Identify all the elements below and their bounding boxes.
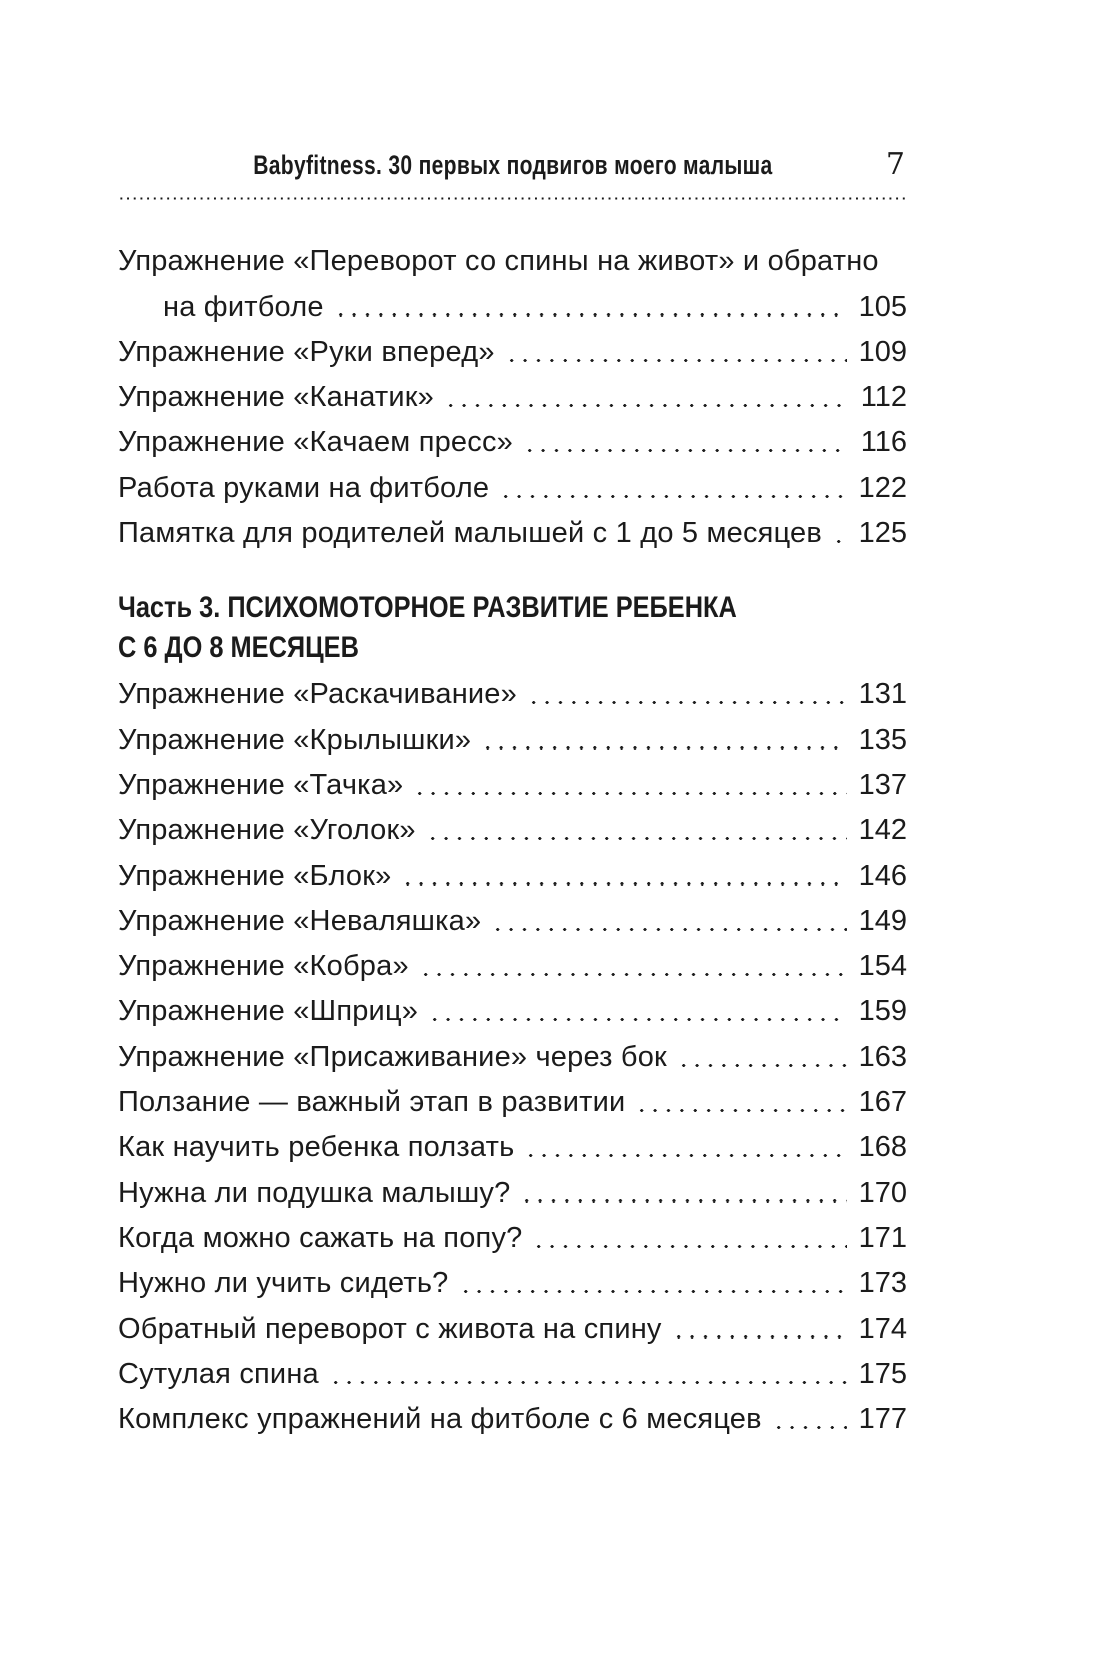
toc-page-number: 173 [858,1267,907,1300]
toc-entry-title: Упражнение «Руки вперед» [118,335,495,368]
toc-entry [118,985,907,1030]
toc-page-number: 167 [858,1086,907,1119]
toc-entry [118,940,907,985]
dot-leader [527,701,847,704]
toc-entry-title: Упражнение «Неваляшка» [118,904,482,937]
toc-page-number: 174 [858,1312,907,1345]
toc-entry-title: Упражнение «Качаем пресс» [118,426,513,459]
dot-leader [334,313,847,316]
dot-leader [459,1290,847,1293]
running-head-title: Babyfitness. 30 первых подвигов моего малыша [252,150,773,180]
toc-entry [118,713,907,758]
dot-leader [772,1426,847,1429]
toc-entry-title: Упражнение «Раскачивание» [118,678,517,711]
dot-leader [481,746,847,749]
dot-leader [520,1199,847,1202]
toc-entry-title: Упражнение «Тачка» [118,768,404,801]
toc-entry [118,371,907,416]
dot-leader [426,837,847,840]
toc-page-number: 131 [858,678,907,711]
toc-entry [118,1166,907,1211]
toc-page-number: 168 [858,1131,907,1164]
toc-entry [118,849,907,894]
toc-entry-title: Упражнение «Блок» [118,859,392,892]
toc-entry [118,1121,907,1166]
toc-entry-title: Ползание — важный этап в развитии [118,1086,626,1119]
dot-leader [832,540,847,543]
dot-leader [491,928,847,931]
toc-page-number: 171 [858,1221,907,1254]
toc-entry-first-line [118,235,907,280]
toc-page-number: 137 [858,768,907,801]
toc-entry-title: Работа руками на фитболе [118,471,490,504]
running-head [118,146,907,184]
toc-entry-title: Комплекс упражнений на фитболе с 6 месяцев [118,1403,762,1436]
dot-leader [672,1335,847,1338]
page-content [118,0,907,1438]
toc-page-number: 109 [858,335,907,368]
toc-entry [118,1030,907,1075]
toc-page-number: 159 [858,995,907,1028]
dot-leader [523,449,847,452]
toc-page-number: 149 [858,904,907,937]
dot-leader [532,1245,847,1248]
toc-entry-title: Упражнение «Кобра» [118,950,409,983]
toc-page-number: 142 [858,814,907,847]
toc-entry-title: Обратный переворот с живота на спину [118,1312,662,1345]
toc-page-number: 146 [858,859,907,892]
toc-entry [118,895,907,940]
dot-leader [499,495,847,498]
toc-entry-title: Сутулая спина [118,1357,319,1390]
dot-leader [677,1064,847,1067]
section-heading [118,588,907,668]
toc-page-number: 135 [858,723,907,756]
toc-entry [118,668,907,713]
table-of-contents [118,235,907,1438]
toc-page-number: 125 [858,517,907,550]
dot-leader [419,973,847,976]
toc-entry [118,1212,907,1257]
section-heading-line: С 6 ДО 8 МЕСЯЦЕВ [118,631,359,665]
toc-entry-title-continuation: на фитболе [163,290,324,323]
toc-page-number: 163 [858,1040,907,1073]
toc-entry [118,507,907,552]
toc-page-number: 116 [860,426,907,459]
toc-page-number: 170 [858,1176,907,1209]
toc-entry [118,280,907,325]
toc-entry-title: Когда можно сажать на попу? [118,1221,523,1254]
toc-entry [118,1302,907,1347]
toc-entry-title: Упражнение «Шприц» [118,995,419,1028]
toc-entry-title: Упражнение «Уголок» [118,814,416,847]
header-dotted-rule [118,197,907,200]
toc-entry-title: Нужно ли учить сидеть? [118,1267,449,1300]
page-number: 7 [885,147,905,182]
toc-entry [118,416,907,461]
dot-leader [428,1018,847,1021]
toc-page-number: 177 [858,1403,907,1436]
toc-entry [118,461,907,506]
dot-leader [635,1109,847,1112]
dot-leader [505,359,847,362]
toc-entry [118,759,907,804]
toc-page-number: 175 [858,1357,907,1390]
toc-entry-title: Упражнение «Переворот со спины на живот» и обратно [118,245,879,278]
toc-entry-title: Упражнение «Крылышки» [118,723,472,756]
toc-entry [118,1076,907,1121]
dot-leader [413,792,847,795]
toc-entry-title: Упражнение «Канатик» [118,381,434,414]
toc-page-number: 122 [858,471,907,504]
dot-leader [401,882,847,885]
section-heading-line: Часть 3. ПСИХОМОТОРНОЕ РАЗВИТИЕ РЕБЕНКА [118,591,737,625]
toc-entry [118,1348,907,1393]
dot-leader [444,404,847,407]
dot-leader [329,1381,847,1384]
toc-entry [118,804,907,849]
toc-entry [118,1393,907,1438]
dot-leader [524,1154,847,1157]
toc-page-number: 154 [858,950,907,983]
toc-page-number: 112 [860,381,907,414]
toc-entry [118,326,907,371]
toc-entry-title: Упражнение «Присаживание» через бок [118,1040,667,1073]
toc-page-number: 105 [858,290,907,323]
toc-entry-title: Памятка для родителей малышей с 1 до 5 месяцев [118,517,822,550]
toc-entry [118,1257,907,1302]
toc-entry-title: Нужна ли подушка малышу? [118,1176,511,1209]
toc-entry-title: Как научить ребенка ползать [118,1131,515,1164]
